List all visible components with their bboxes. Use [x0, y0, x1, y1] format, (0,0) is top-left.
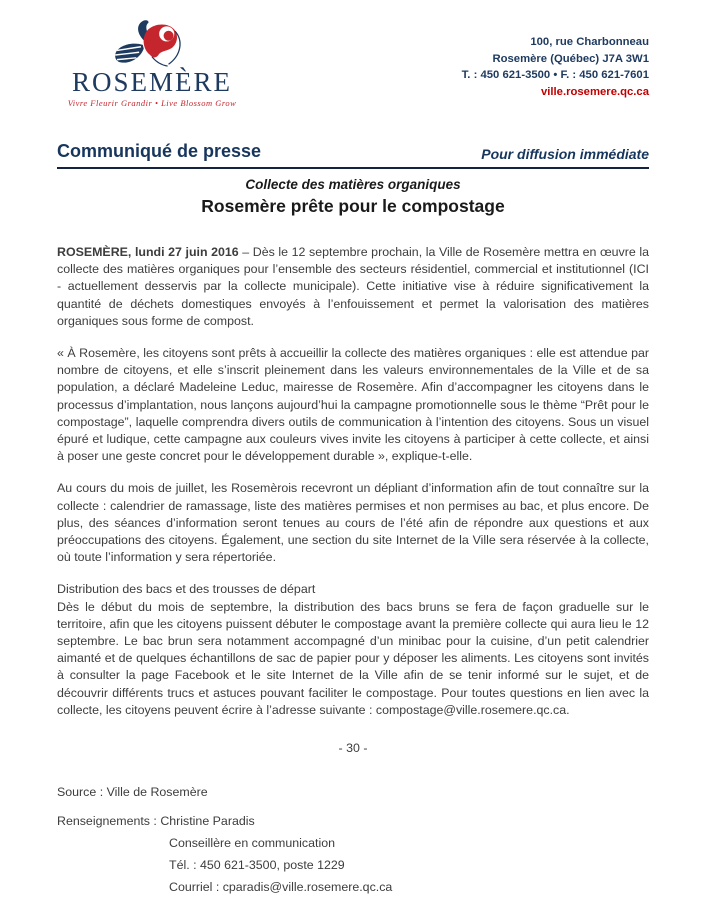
contact-header-block [462, 34, 649, 100]
website-link[interactable]: ville.rosemere.qc.ca [540, 85, 649, 98]
press-release-body [57, 244, 649, 898]
contact-name: Christine Paradis [160, 814, 255, 829]
address-line-1: 100, rue Charbonneau [530, 36, 649, 48]
logo-tagline [58, 98, 246, 108]
tagline-fr: Vivre Fleurir Grandir [67, 98, 153, 109]
section-heading-distribution: Distribution des bacs et des trousses de départ [57, 582, 316, 597]
paragraph-1 [57, 244, 649, 330]
paragraph-2: « À Rosemère, les citoyens sont prêts à accueillir la collecte des matières organiques : elle est attendue par nombre de citoyens, et elle s’inscrit pleinement dans les valeurs environnementales de la Ville et de sa population, a déclaré Madeleine Leduc, mairesse de Rosemère. Afin d’accompagner les citoyens dans le processus d’implantation, nous lançons aujourd’hui la campagne promotionnelle sous le thème “Prêt pour le compostage”, laquelle comprendra divers outils de communication à l’intention des citoyens. Sous un visuel épuré et ludique, cette campagne aux couleurs vives invite les citoyens à participer à cette collecte, et ainsi à poser une geste concret pour le développement durable », explique-t-elle. [57, 346, 649, 464]
rose-logo-icon [106, 20, 198, 68]
renseignements-row [57, 810, 649, 832]
contact-email: Courriel : cparadis@ville.rosemere.qc.ca [169, 880, 393, 895]
paragraph-1-text: Dès le 12 septembre prochain, la Ville de Rosemère mettra en œuvre la collecte des matières organiques pour l’ensemble des secteurs résidentiel, commercial et institutionnel (ICI - actuellement desservis par la collecte municipale). Cette initiative vise à réduire significativement la quantité de déchets domestiques envoyés à l’enfouissement et permet la valorisation des matières organiques sous forme de compost. [57, 245, 650, 328]
contact-info-block [57, 810, 649, 898]
headline-kicker: Collecte des matières organiques [245, 177, 461, 192]
renseignements-label: Renseignements : [57, 814, 157, 829]
tagline-separator: • [154, 98, 159, 109]
rosemere-logo [58, 20, 246, 108]
diffusion-note: Pour diffusion immédiate [481, 146, 649, 162]
contact-title: Conseillère en communication [169, 836, 335, 851]
source-line: Source : Ville de Rosemère [57, 785, 208, 800]
address-line-2: Rosemère (Québec) J7A 3W1 [492, 52, 649, 65]
paragraph-3: Au cours du mois de juillet, les Rosemèrois recevront un dépliant d’information afin de tout connaître sur la collecte : calendrier de ramassage, liste des matières permises et non permises au bac, et plus encore. De plus, des séances d’information seront tenues au cours de l’été afin de répondre aux questions et aux préoccupations des citoyens. Également, une section du site Internet de la Ville sera réservée à la collecte, où toute l’information y sera répertoriée. [57, 481, 649, 565]
contact-phone: Tél. : 450 621-3500, poste 1229 [169, 858, 345, 873]
masthead-title: Communiqué de presse [57, 141, 262, 161]
masthead [57, 141, 649, 169]
tagline-en: Live Blossom Grow [161, 98, 237, 109]
paragraph-4: Dès le début du mois de septembre, la distribution des bacs bruns se fera de façon graduelle sur le territoire, afin que les citoyens puissent débuter le compostage avant la première collecte qui aura lieu le 12 septembre. Le bac brun sera notamment accompagné d’un minibac pour la cuisine, d’un petit calendrier aimanté et de quelques échantillons de sac de papier pour y déposer les aliments. Les citoyens sont invités à consulter la page Facebook et le site Internet de la Ville afin de se tenir informé sur le sujet, et de découvrir différents trucs et astuces pouvant faciliter le compostage. Pour toutes questions en lien avec la collecte, les citoyens peuvent écrire à l’adresse suivante : compostage@ville.rosemere.qc.ca. [57, 599, 649, 717]
dateline-separator: – [238, 245, 253, 259]
phone-fax-line: T. : 450 621-3500 • F. : 450 621-7601 [461, 69, 649, 81]
page-title: Rosemère prête pour le compostage [201, 196, 505, 216]
end-mark-30: - 30 - [338, 741, 368, 756]
headline-block [57, 177, 649, 217]
contact-details [169, 832, 649, 898]
logo-wordmark: ROSEMÈRE [71, 67, 233, 97]
dateline: ROSEMÈRE, lundi 27 juin 2016 [57, 245, 239, 259]
